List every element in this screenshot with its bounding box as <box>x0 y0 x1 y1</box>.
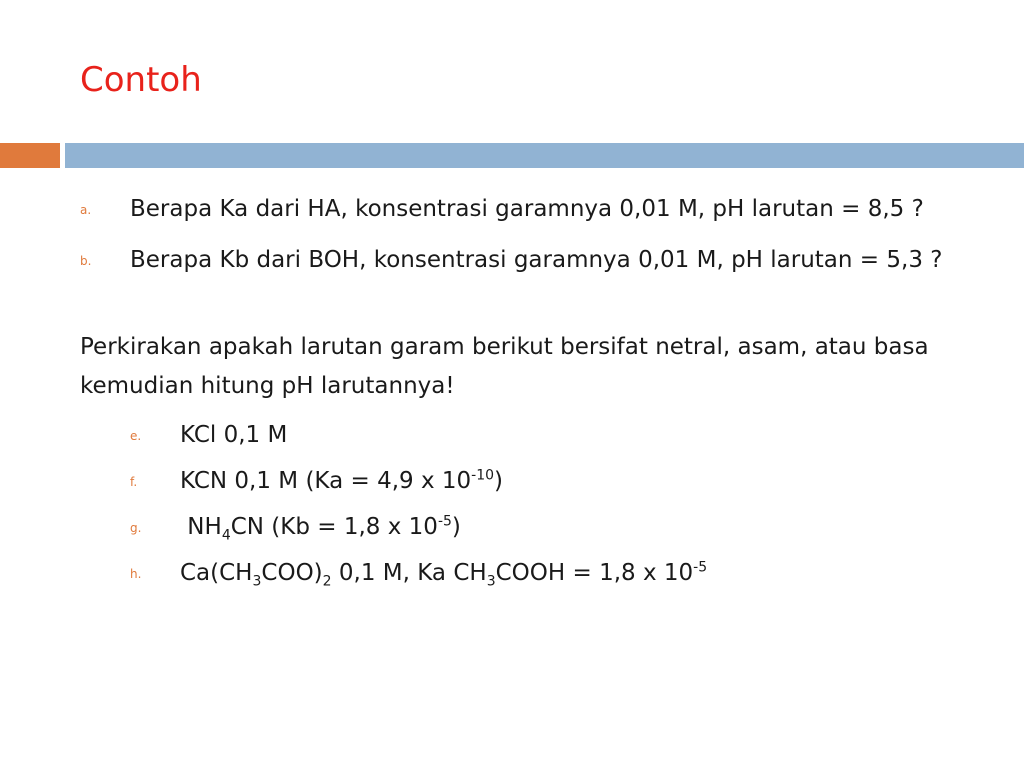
question-text: Berapa Ka dari HA, konsentrasi garamnya 0,01 M, pH larutan = 8,5 ? <box>130 196 924 222</box>
list-item <box>130 554 980 593</box>
slide-title: Contoh <box>80 60 202 100</box>
list-marker: a. <box>80 203 92 217</box>
list-marker: h. <box>130 567 142 581</box>
list-marker: f. <box>130 475 138 489</box>
list-marker: b. <box>80 254 92 268</box>
header-bar <box>65 143 1024 168</box>
instruction-paragraph: Perkirakan apakah larutan garam berikut bersifat netral, asam, atau basa kemudian hitung pH larutannya! <box>80 334 929 399</box>
accent-bar <box>0 143 60 168</box>
question-text: Berapa Kb dari BOH, konsentrasi garamnya 0,01 M, pH larutan = 5,3 ? <box>130 247 943 273</box>
question-list <box>80 190 980 280</box>
salt-text: $Ca(CH_3COO)_2$ 0,1 M, Ka $CH_3COOH = 1,8$ x $10^{-5}$ <box>180 559 708 590</box>
list-item <box>130 416 980 455</box>
slide-content <box>80 190 980 600</box>
list-item <box>130 508 980 547</box>
list-item <box>80 241 980 280</box>
salt-text: KCN 0,1 M (Ka = 4,9 x $10^{-10}$) <box>180 467 504 494</box>
list-marker: e. <box>130 429 142 443</box>
list-item <box>80 190 980 229</box>
salt-list <box>130 416 980 593</box>
salt-text: $NH_4CN$ (Kb = 1,8 x $10^{-5}$) <box>180 513 461 544</box>
list-item <box>130 462 980 501</box>
list-marker: g. <box>130 521 142 535</box>
salt-text: KCl 0,1 M <box>180 422 288 448</box>
